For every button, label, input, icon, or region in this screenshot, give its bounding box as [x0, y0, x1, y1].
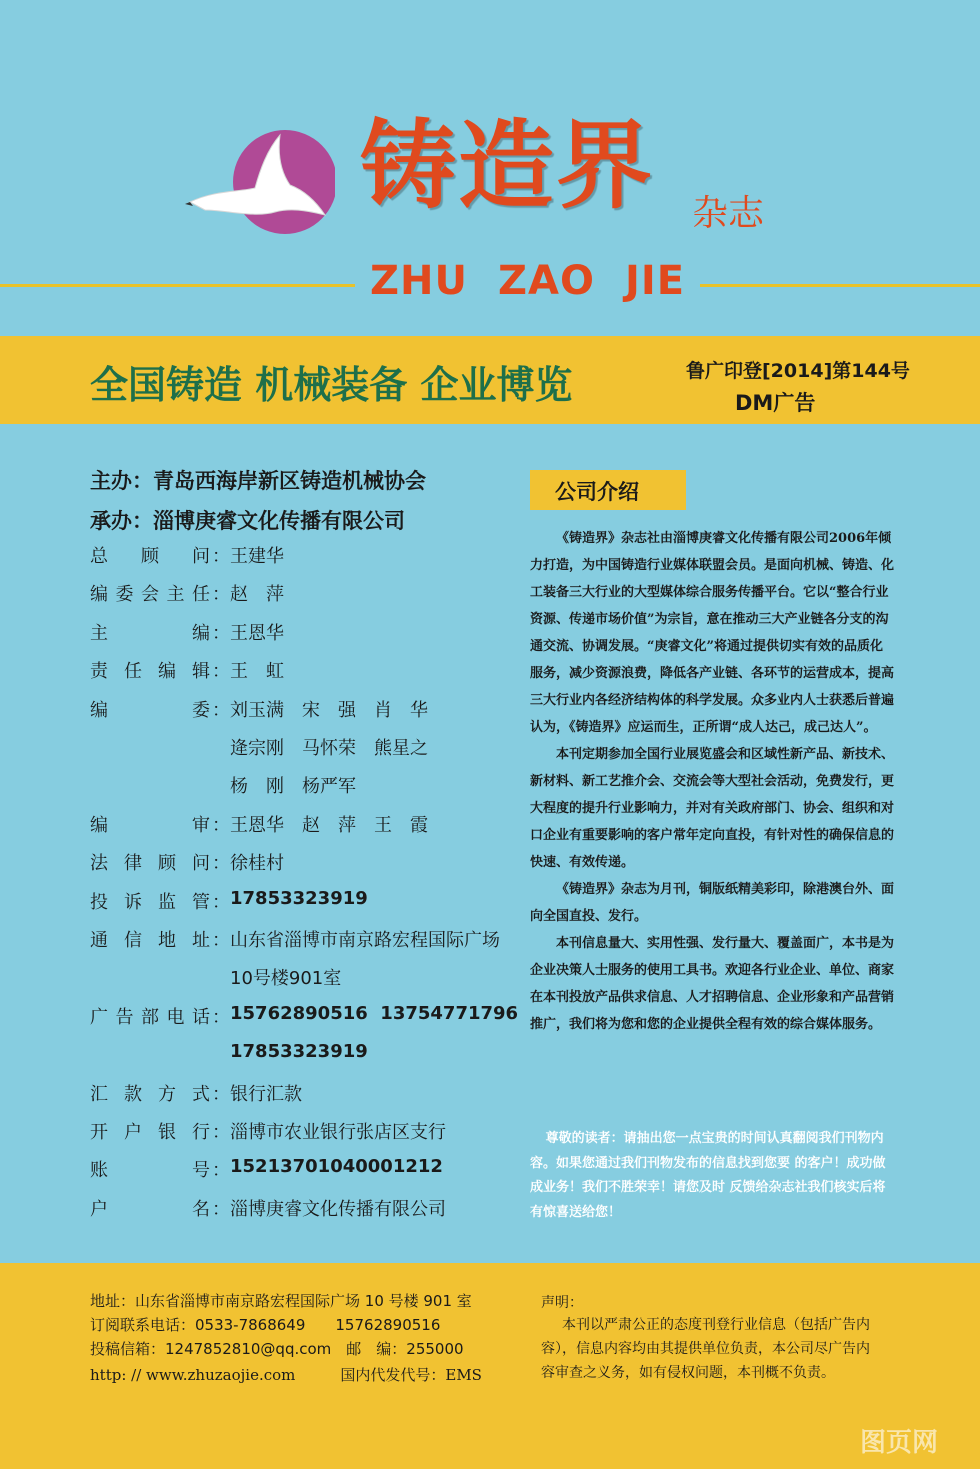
staff-colon: ：	[212, 1083, 230, 1105]
staff-row	[90, 964, 341, 990]
staff-row	[90, 926, 500, 952]
magazine-subtitle: 杂志	[692, 193, 765, 234]
intro-paragraph: 本刊信息量大、实用性强、发行量大、覆盖面广，本书是为企业决策人士服务的使用工具书。欢迎各行业企业、单位、商家在本刊投放产品供求信息、人才招聘信息、企业形象和产品营销推广，我们将为您和您的企业提供全程有效的综合媒体服务。	[530, 936, 895, 1032]
band-title: 全国铸造 机械装备 企业博览	[90, 363, 573, 407]
staff-value: 杨 刚 杨严军	[230, 776, 356, 798]
staff-label	[90, 772, 210, 798]
staff-colon: ：	[212, 891, 230, 913]
staff-value: 王恩华	[230, 622, 284, 644]
staff-label: 编审	[90, 814, 210, 836]
staff-label	[90, 734, 210, 760]
staff-row	[90, 811, 428, 837]
intro-paragraph: 《铸造界》杂志为月刊，铜版纸精美彩印，除港澳台外、面向全国直投、发行。	[530, 882, 895, 924]
staff-colon: ：	[212, 661, 230, 683]
staff-label	[90, 964, 210, 990]
pinyin-2: ZAO	[498, 258, 595, 304]
staff-colon: ：	[212, 1160, 230, 1182]
intro-paragraph: 《铸造界》杂志社由淄博庚睿文化传播有限公司2006年倾力打造，为中国铸造行业媒体联盟会员。是面向机械、铸造、化工装备三大行业的大型媒体综合服务传播平台。它以“整合行业资源、传递市场价值”为宗旨，意在推动三大产业链各分支的沟通交流、协调发展。“庚睿文化”将通过提供切实有效的品质化服务，减少资源浪费，降低各产业链、各环节的运营成本，提高三大行业内各经济结构体的科学发展。众多业内人士获悉后普遍认为，《铸造界》应运而生，正所谓“成人达己，成己达人”。	[530, 531, 895, 735]
staff-label: 开户银行	[90, 1122, 210, 1143]
staff-label: 账号	[90, 1160, 210, 1182]
staff-row	[90, 1118, 446, 1144]
staff-value: 银行汇款	[230, 1083, 302, 1105]
staff-label: 通信地址	[90, 930, 210, 951]
crane-logo-icon	[185, 130, 335, 240]
staff-colon: ：	[212, 1122, 230, 1143]
staff-label: 总顾问	[90, 546, 210, 567]
footer-email: 投稿信箱：1247852810@qq.com 邮 编：255000	[90, 1340, 464, 1358]
host-organizer: 主办：青岛西海岸新区铸造机械协会	[90, 469, 426, 493]
footer-subscribe: 订阅联系电话：0533-7868649 15762890516	[90, 1316, 441, 1334]
staff-label: 编委会主任	[90, 584, 210, 606]
staff-row	[90, 542, 284, 568]
registration-type: DM广告	[735, 391, 816, 415]
staff-value: 15213701040001212	[230, 1156, 443, 1178]
staff-colon: ：	[212, 546, 230, 567]
staff-label: 汇款方式	[90, 1083, 210, 1105]
staff-colon: ：	[212, 814, 230, 836]
staff-label	[90, 1041, 210, 1067]
intro-body	[530, 525, 895, 1038]
staff-colon: ：	[212, 930, 230, 951]
undertaker-organizer: 承办：淄博庚睿文化传播有限公司	[90, 509, 405, 533]
staff-value: 王恩华 赵 萍 王 霞	[230, 814, 428, 836]
staff-colon: ：	[212, 622, 230, 644]
staff-colon: ：	[212, 1006, 230, 1028]
footer-address: 地址：山东省淄博市南京路宏程国际广场 10 号楼 901 室	[90, 1292, 472, 1310]
staff-row	[90, 1195, 446, 1221]
staff-value: 王建华	[230, 546, 284, 567]
magazine-title: 铸造界	[360, 109, 654, 222]
staff-colon	[212, 1041, 230, 1067]
staff-colon: ：	[212, 1198, 230, 1220]
registration-number: 鲁广印登[2014]第144号	[686, 360, 910, 382]
staff-label: 户名	[90, 1198, 210, 1220]
reader-note	[530, 1127, 895, 1225]
staff-value: 淄博庚睿文化传播有限公司	[230, 1198, 446, 1220]
staff-colon: ：	[212, 584, 230, 606]
staff-row	[90, 1080, 302, 1106]
staff-row	[90, 1156, 443, 1182]
statement-text: 本刊以严肃公正的态度刊登行业信息（包括广告内容），信息内容均由其提供单位负责，本公司尽广告内容审查之义务，如有侵权问题，本刊概不负责。	[541, 1317, 870, 1381]
staff-value: 17853323919	[230, 887, 368, 909]
statement-title: 声明：	[541, 1295, 583, 1311]
staff-row	[90, 619, 284, 645]
staff-value: 15762890516 13754771796	[230, 1002, 519, 1024]
staff-value: 淄博市农业银行张店区支行	[230, 1122, 446, 1143]
staff-label: 广告部电话	[90, 1006, 210, 1028]
staff-row	[90, 772, 356, 798]
intro-paragraph: 本刊定期参加全国行业展览盛会和区域性新产品、新技术、新材料、新工艺推介会、交流会等大型社会活动，免费发行，更大程度的提升行业影响力，并对有关政府部门、协会、组织和对口企业有重要影响的客户常年定向直投，有针对性的确保信息的快速、有效传递。	[530, 747, 895, 870]
footer-web[interactable]: http: // www.zhuzaojie.com 国内代发代号：EMS	[90, 1366, 482, 1384]
staff-value: 10号楼901室	[230, 968, 342, 990]
watermark: 图页网	[860, 1428, 939, 1458]
staff-row	[90, 734, 428, 760]
staff-label: 主编	[90, 622, 210, 644]
statement-body	[541, 1313, 871, 1385]
staff-label: 编委	[90, 699, 210, 721]
staff-colon: ：	[212, 699, 230, 721]
staff-colon	[212, 734, 230, 760]
staff-value: 逄宗刚 马怀荣 熊星之	[230, 738, 428, 759]
staff-value: 刘玉满 宋 强 肖 华	[230, 699, 428, 721]
staff-row	[90, 696, 428, 722]
staff-label: 责任编辑	[90, 661, 210, 683]
staff-colon	[212, 772, 230, 798]
staff-value: 17853323919	[230, 1041, 368, 1063]
staff-row	[90, 657, 284, 683]
pinyin-1: ZHU	[370, 258, 468, 304]
staff-value: 山东省淄博市南京路宏程国际广场	[230, 930, 500, 951]
staff-value: 徐桂村	[230, 853, 284, 875]
staff-label: 投诉监管	[90, 891, 210, 913]
pinyin-3: JIE	[625, 258, 686, 304]
staff-colon: ：	[212, 853, 230, 875]
staff-colon	[212, 964, 230, 990]
staff-row	[90, 849, 284, 875]
staff-row	[90, 1041, 368, 1067]
intro-title: 公司介绍	[555, 480, 639, 504]
staff-row	[90, 1003, 518, 1029]
reader-note-text: 尊敬的读者：请抽出您一点宝贵的时间认真翻阅我们刊物内容。如果您通过我们刊物发布的信息找到您要 的客户！成功做成业务！我们不胜荣幸！请您及时 反馈给杂志社我们核实后将有惊喜送给您！	[530, 1131, 886, 1220]
staff-value: 赵 萍	[230, 584, 284, 606]
staff-row	[90, 580, 284, 606]
divider-right	[700, 284, 980, 287]
staff-row	[90, 888, 368, 914]
staff-label: 法律顾问	[90, 853, 210, 875]
staff-value: 王 虹	[230, 661, 284, 683]
divider-left	[0, 284, 355, 287]
